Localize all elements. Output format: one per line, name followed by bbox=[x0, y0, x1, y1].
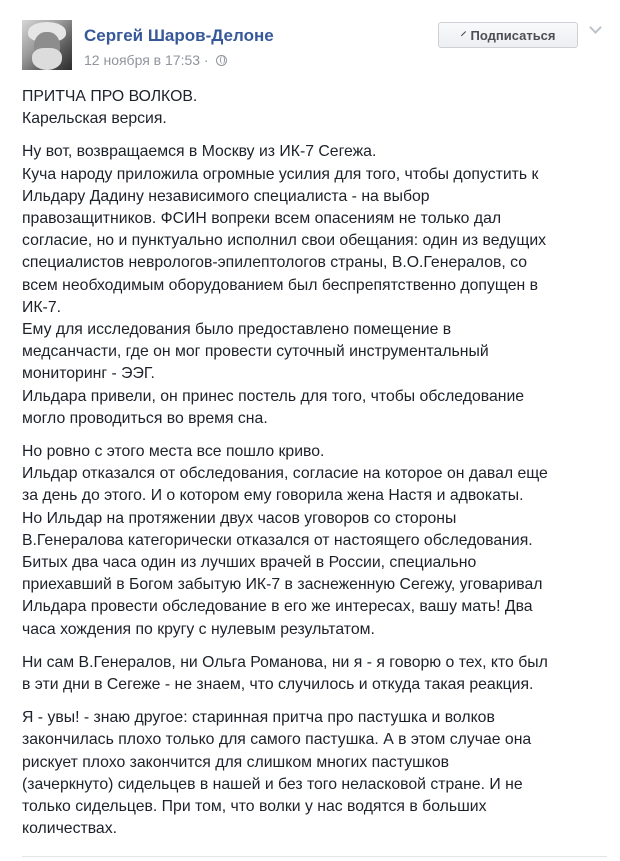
divider bbox=[22, 856, 607, 857]
post-text-line: Куча народу приложила огромные усилия для того, чтобы допустить к bbox=[22, 165, 539, 183]
post-text-line: Битых два часа один из лучших врачей в России, специально bbox=[22, 554, 477, 572]
author-name-link[interactable]: Сергей Шаров-Делоне bbox=[84, 26, 274, 45]
post-paragraph bbox=[22, 86, 607, 130]
chevron-down-icon[interactable] bbox=[588, 23, 602, 37]
post-text-line: Я - увы! - знаю другое: старинная притча про пастушка и волков bbox=[22, 709, 495, 727]
post-paragraph bbox=[22, 707, 607, 840]
post-text-line: за день до этого. И о котором ему говорила жена Настя и адвокаты. bbox=[22, 487, 524, 505]
post-paragraph bbox=[22, 652, 607, 696]
globe-icon bbox=[216, 55, 227, 66]
post-text-line: согласие, но и пунктуально исполнил свои обещания: один из ведущих bbox=[22, 232, 547, 250]
avatar[interactable] bbox=[22, 20, 72, 70]
post-text-line: Но Ильдар на протяжении двух часов уговоров со стороны bbox=[22, 509, 457, 527]
subscribe-button[interactable] bbox=[438, 22, 578, 48]
post-timestamp[interactable]: 12 ноября в 17:53 · bbox=[84, 52, 209, 68]
post-text-line: ПРИТЧА ПРО ВОЛКОВ. bbox=[22, 88, 198, 105]
post-text-line: (зачеркнуто) сидельцев в нашей и без того неласковой стране. И не bbox=[22, 775, 523, 793]
post-text-line: медсанчасти, где он мог провести суточный инструментальный bbox=[22, 343, 489, 361]
post-text-line: в эти дни в Сегеже - не знаем, что случилось и откуда такая реакция. bbox=[22, 676, 534, 694]
post-text-line: Ну вот, возвращаемся в Москву из ИК-7 Сегежа. bbox=[22, 143, 377, 161]
post-text-line: Ему для исследования было предоставлено помещение в bbox=[22, 321, 452, 339]
post-text-line: Ильдару Дадину независимого специалиста - на выбор bbox=[22, 187, 430, 205]
post-text-line: закончилась плохо только для самого пастушка. А в этом случае она bbox=[22, 731, 532, 749]
post-text-line: специалистов неврологов-эпилептологов страны, В.О.Генералов, со bbox=[22, 254, 528, 272]
post-paragraph bbox=[22, 441, 607, 641]
post-header bbox=[22, 20, 607, 76]
post-text-line: В.Генералова категорически отказался от настоящего обследования. bbox=[22, 531, 533, 549]
post-text-line: Но ровно с этого места все пошло криво. bbox=[22, 443, 325, 461]
post-text-line: Ильдара провести обследование в его же интересах, вашу мать! Два bbox=[22, 598, 533, 616]
post-meta bbox=[84, 52, 227, 68]
post-text-line: мониторинг - ЭЭГ. bbox=[22, 365, 155, 383]
post-text-line: могло проводиться во время сна. bbox=[22, 409, 268, 427]
post-text-line: Ни сам В.Генералов, ни Ольга Романова, ни я - я говорю о тех, кто был bbox=[22, 653, 548, 671]
post-text-line: количествах. bbox=[22, 820, 118, 838]
post-text-line: ИК-7. bbox=[22, 298, 61, 316]
post-text-line: Ильдар отказался от обследования, согласие на которое он давал еще bbox=[22, 465, 548, 483]
post-text-line: приехавший в Богом забытую ИК-7 в заснеженную Сегежу, уговаривал bbox=[22, 576, 543, 594]
post-text-line: Ильдара привели, он принес постель для того, чтобы обследование bbox=[22, 387, 525, 405]
post-text-line: рискует плохо закончится для слишком многих пастушков bbox=[22, 753, 450, 771]
rss-icon: ⸍ bbox=[460, 28, 467, 43]
post-text-line: Карельская версия. bbox=[22, 110, 167, 128]
subscribe-label: Подписаться bbox=[470, 27, 556, 43]
post-text-line: только сидельцев. При том, что волки у нас водятся в больших bbox=[22, 798, 487, 816]
post-text-line: часа хождения по кругу с нулевым результатом. bbox=[22, 620, 375, 638]
avatar-beard bbox=[32, 48, 62, 70]
post-text-line: правозащитников. ФСИН вопреки всем опасениям не только дал bbox=[22, 210, 502, 228]
post-text bbox=[22, 86, 607, 852]
post-paragraph bbox=[22, 141, 607, 430]
post-text-line: всем необходимым оборудованием был беспрепятственно допущен в bbox=[22, 276, 538, 294]
